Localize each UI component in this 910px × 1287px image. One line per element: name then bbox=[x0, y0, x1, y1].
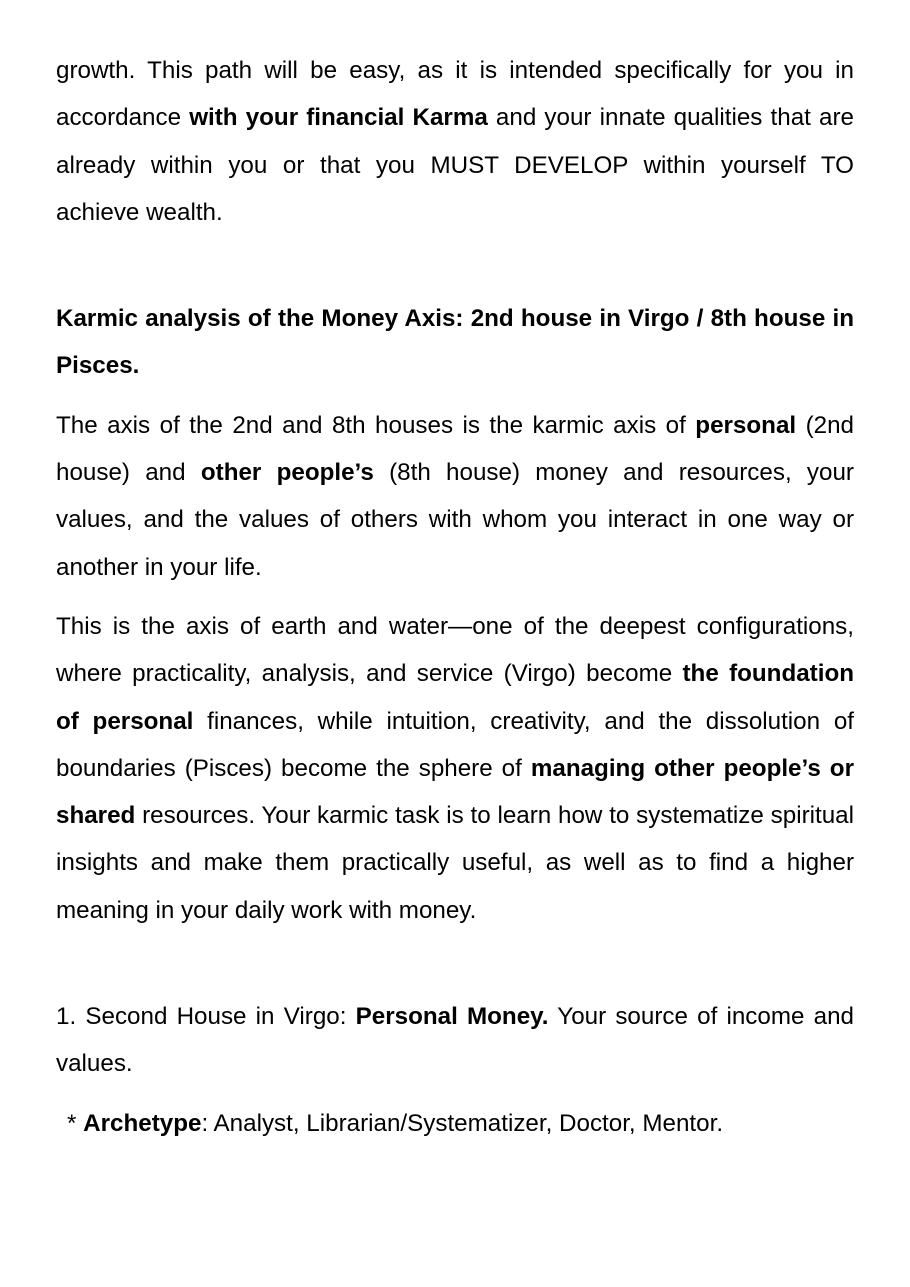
axis-text-2: (2nd house) and bbox=[56, 411, 854, 487]
sh-text-2: Your source of income and values. bbox=[56, 1003, 854, 1078]
sh-text-1: 1. Second House in Virgo: bbox=[56, 1003, 356, 1031]
intro-text-1: growth. This path will be easy, as it is intended specifically for you in accordance bbox=[56, 57, 854, 132]
axis-bold-1: personal bbox=[695, 411, 797, 439]
spacer bbox=[56, 1088, 854, 1100]
ew-text-3: resources. Your karmic task is to learn how to systematize spiritual insights and make them practically useful, as well as to find a higher meaning in your daily work with money. bbox=[56, 802, 854, 924]
axis-text-3: (8th house) money and resources, your values, and the values of others with whom you interact in one way or another in your life. bbox=[56, 459, 854, 581]
second-house-paragraph bbox=[56, 993, 854, 1088]
ew-bold-1: the foundation of personal bbox=[56, 660, 855, 735]
bullet-text: : Analyst, Librarian/Systematizer, Doctor, Mentor. bbox=[201, 1109, 724, 1137]
intro-paragraph bbox=[56, 47, 854, 236]
axis-text-1: The axis of the 2nd and 8th houses is the karmic axis of bbox=[56, 411, 696, 439]
axis-paragraph bbox=[56, 402, 854, 591]
spacer bbox=[56, 591, 854, 603]
spacer bbox=[56, 390, 854, 402]
ew-bold-2: managing other people’s or shared bbox=[56, 754, 854, 830]
archetype-bullet bbox=[56, 1100, 854, 1147]
sh-bold-1: Personal Money. bbox=[355, 1003, 549, 1031]
spacer bbox=[56, 236, 854, 295]
axis-bold-2: other people’s bbox=[200, 459, 374, 487]
bullet-marker: * bbox=[67, 1109, 84, 1137]
spacer bbox=[56, 934, 854, 993]
intro-bold-1: with your financial Karma bbox=[189, 104, 488, 132]
earth-water-paragraph bbox=[56, 603, 854, 934]
section-heading: Karmic analysis of the Money Axis: 2nd house in Virgo / 8th house in Pisces. bbox=[56, 305, 854, 380]
ew-text-1: This is the axis of earth and water—one of the deepest configurations, where practicality, analysis, and service (Virgo) become bbox=[56, 612, 854, 688]
intro-text-2: and your innate qualities that are already within you or that you MUST DEVELOP within yourself TO achieve wealth. bbox=[56, 104, 854, 226]
ew-text-2: finances, while intuition, creativity, and the dissolution of boundaries (Pisces) become the sphere of bbox=[56, 707, 854, 782]
bullet-label: Archetype bbox=[83, 1109, 202, 1137]
